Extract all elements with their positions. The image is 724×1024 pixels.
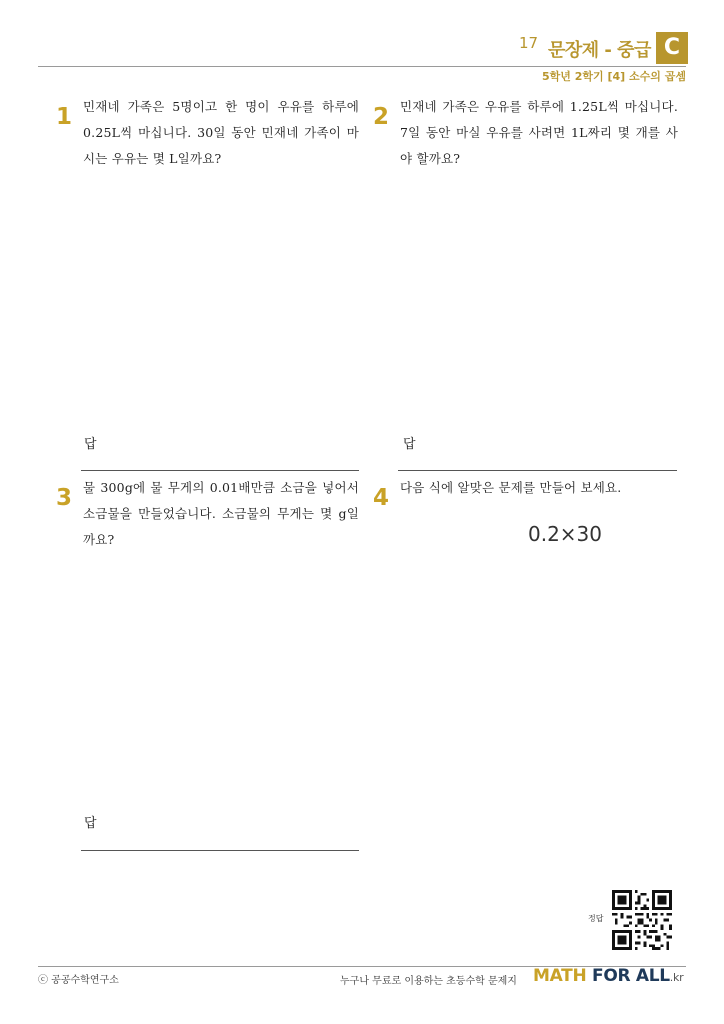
header-divider [38,66,686,67]
problem-3-answer-line[interactable] [81,850,359,851]
level-badge: C [656,32,688,64]
problem-3-answer-label: 답 [84,816,97,831]
problem-2-answer-label: 답 [403,437,416,452]
worksheet-title: 문장제 - 중급 [548,40,651,61]
problem-3-text: 물 300g에 물 무게의 0.01배만큼 소금을 넣어서 소금물을 만들었습니다. 소금물의 무게는 몇 g일까요? [83,480,359,547]
problem-2-answer-line[interactable] [398,470,677,471]
problem-4-number: 4 [373,485,390,511]
worksheet-number: 17 [519,34,539,52]
brand-logo-part2: FOR ALL [592,966,670,986]
worksheet-subtitle: 5학년 2학기 [4] 소수의 곱셈 [542,70,686,83]
problem-1-answer-line[interactable] [81,470,359,471]
problem-2-text: 민재네 가족은 우유를 하루에 1.25L씩 마십니다. 7일 동안 마실 우유를 사려면 1L짜리 몇 개를 사야 할까요? [400,99,678,166]
answer-qr-code-icon[interactable] [612,890,672,950]
problem-3-number: 3 [56,485,73,511]
problem-2-number: 2 [373,104,390,130]
brand-logo-part1: MATH [533,966,592,986]
problem-1-number: 1 [56,104,73,130]
brand-logo[interactable] [533,966,683,986]
footer-tagline: 누구나 무료로 이용하는 초등수학 문제지 [340,976,517,987]
problem-1-answer-label: 답 [84,437,97,452]
answer-qr-label: 정답 [588,914,604,923]
copyright-text: ⓒ 공공수학연구소 [38,975,119,986]
problem-4-text: 다음 식에 알맞은 문제를 만들어 보세요. [400,480,622,495]
problem-1-text: 민재네 가족은 5명이고 한 명이 우유를 하루에 0.25L씩 마십니다. 30일 동안 민재네 가족이 마시는 우유는 몇 L일까요? [83,99,359,166]
brand-logo-suffix: .kr [669,971,684,984]
problem-4-expression: 0.2×30 [527,522,602,546]
